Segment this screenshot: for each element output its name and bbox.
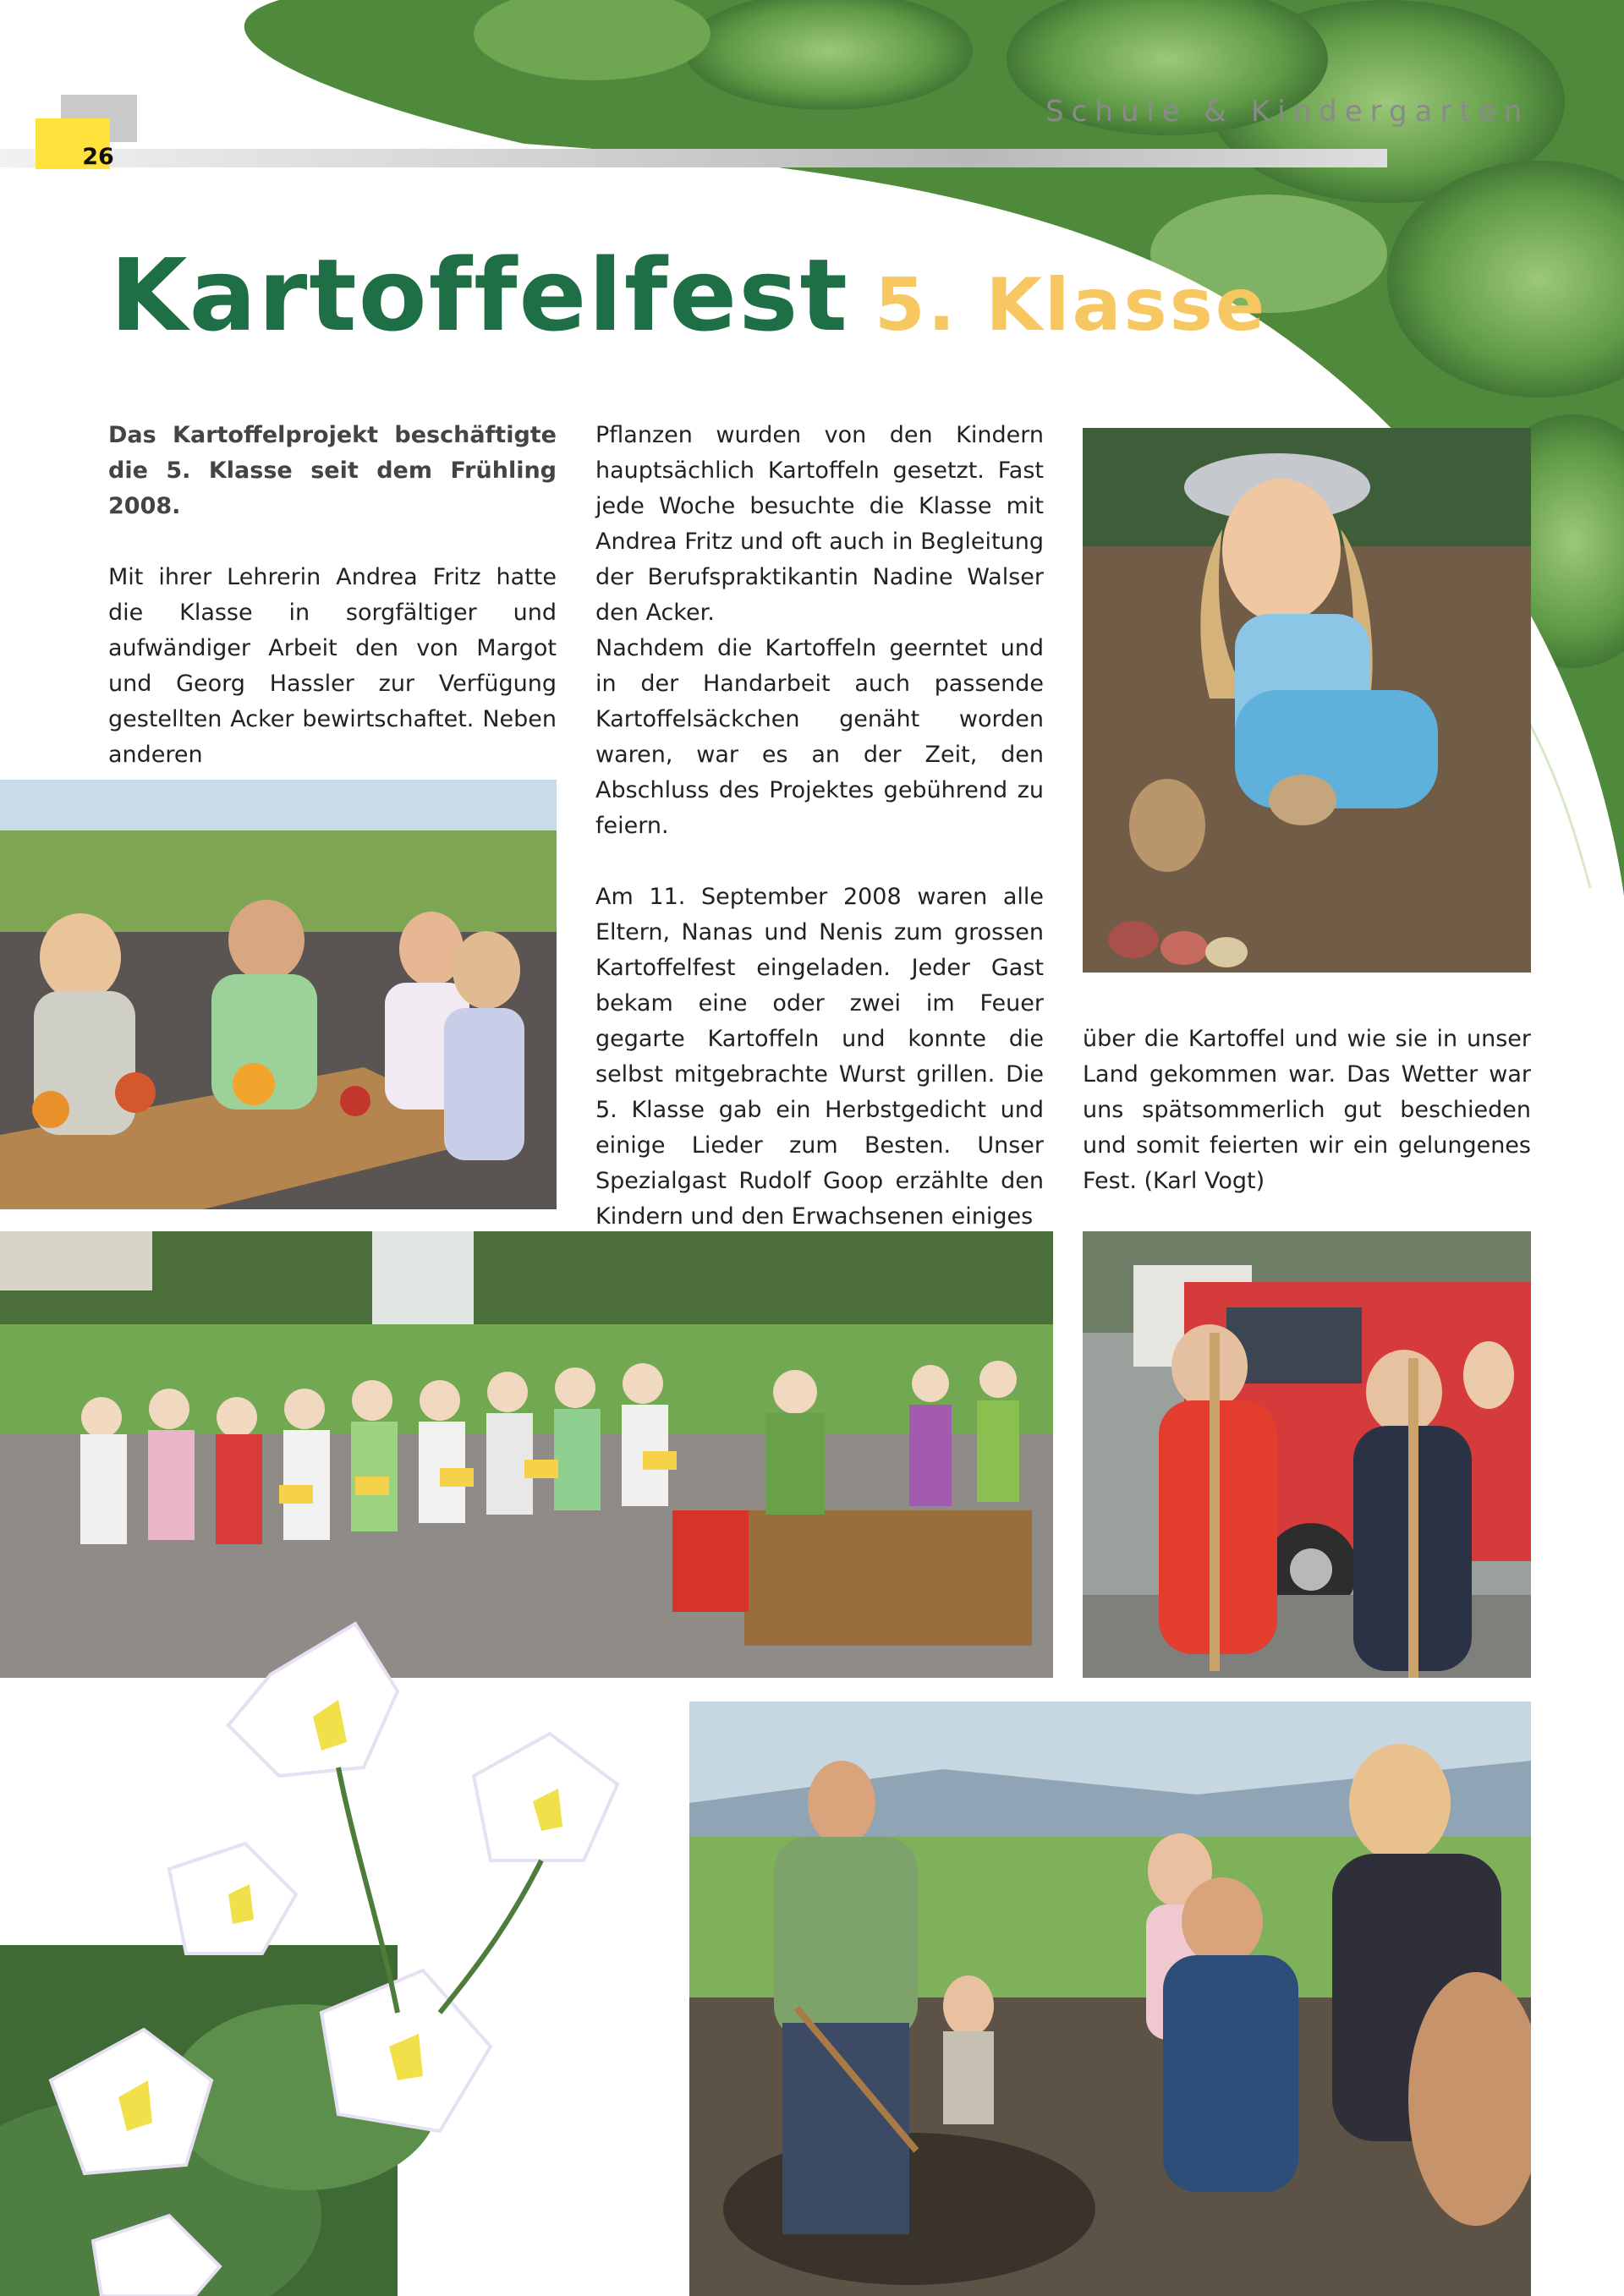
potato-flower-decoration (0, 1573, 829, 2296)
article-paragraph: Am 11. September 2008 waren alle Eltern, Nanas und Nenis zum grossen Kartoffelfest eingeladen. Jeder Gast bekam eine oder zwei im Feuer gegarte Kartoffeln und konnte die selbst mitgebrachte Wurst grillen. Die 5. Klasse gab ein Herbstgedicht und einige Lieder zum Besten. Unser Spezialgast Rudolf Goop erzählte den Kindern und den Erwachsenen einiges (595, 884, 1044, 1230)
article-paragraph: Nachdem die Kartoffeln geerntet und in der Handarbeit auch passende Kartoffelsäckchen genäht worden waren, war es an der Zeit, den Abschluss des Projektes gebührend zu feiern. (595, 635, 1044, 839)
header-rule (0, 149, 1387, 167)
article-column-1 (108, 418, 557, 773)
article-column-2 (595, 418, 1044, 1235)
article-paragraph: Mit ihrer Lehrerin Andrea Fritz hatte die Klasse in sorgfältiger und aufwändiger Arbeit den von Margot und Georg Hassler zur Verfügung gestellten Acker bewirtschaftet. Neben anderen (108, 564, 557, 768)
photo-girl-potatoes (1083, 428, 1531, 973)
article-column-3 (1083, 1022, 1531, 1199)
photo-teacher-table (0, 780, 557, 1209)
article-paragraph: über die Kartoffel und wie sie in unser Land gekommen war. Das Wetter war uns spätsommerlich gut beschieden und somit feierten wir ein gelungenes Fest. (Karl Vogt) (1083, 1026, 1531, 1194)
title-sub: 5. Klasse (874, 263, 1268, 348)
section-label: Schule & Kindergarten (1045, 95, 1530, 129)
photo-children-truck (1083, 1231, 1531, 1678)
title-main: Kartoffelfest (110, 237, 849, 353)
article-lead: Das Kartoffelprojekt beschäftigte die 5. Klasse seit dem Frühling 2008. (108, 422, 557, 519)
page-title (110, 237, 1267, 353)
article-paragraph: Pflanzen wurden von den Kindern hauptsächlich Kartoffeln gesetzt. Fast jede Woche besuchte die Klasse mit Andrea Fritz und oft auch in Begleitung der Berufspraktikantin Nadine Walser den Acker. (595, 422, 1044, 626)
page-number: 26 (82, 144, 114, 170)
